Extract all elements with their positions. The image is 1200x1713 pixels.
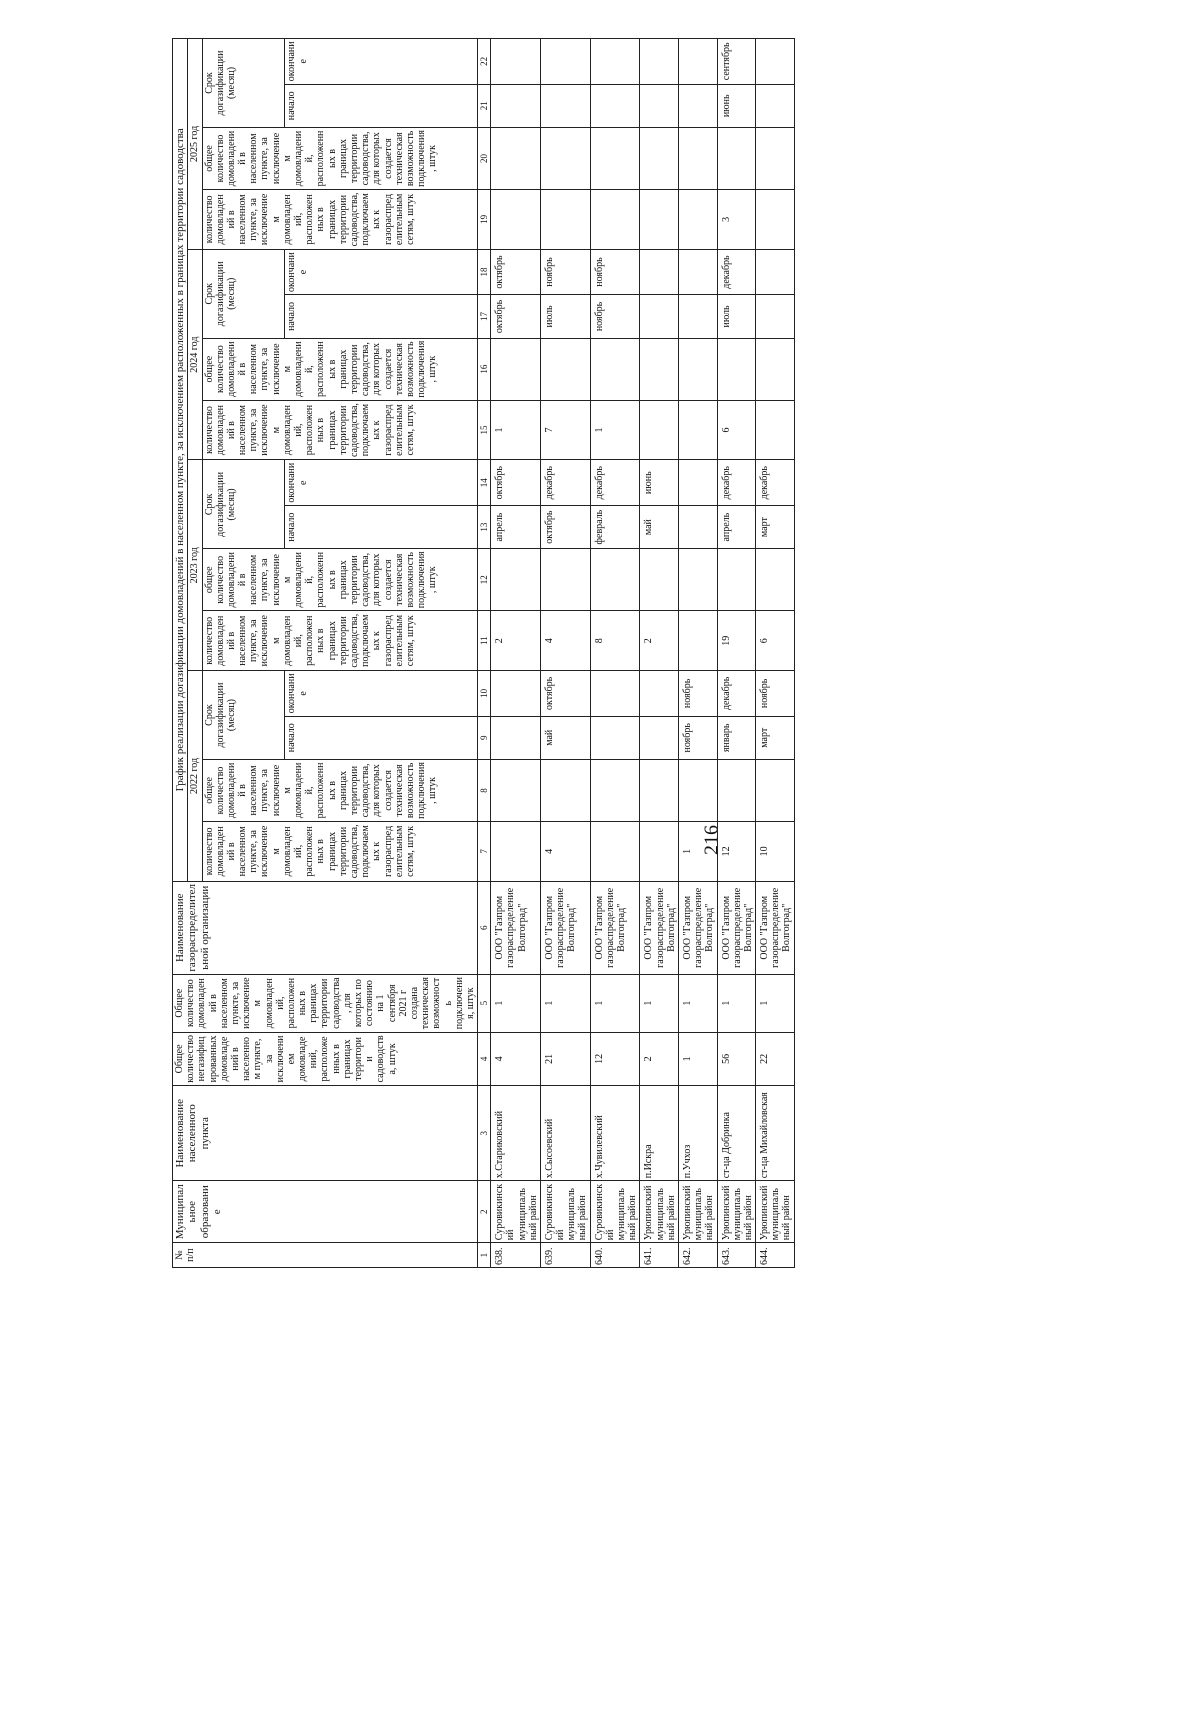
cell-c14: октябрь xyxy=(491,460,541,505)
table-row xyxy=(491,39,541,1268)
cell-c7 xyxy=(640,821,679,881)
cell-c8 xyxy=(717,759,756,821)
cell-c14: декабрь xyxy=(717,460,756,505)
header-term: Срок догазификации (месяц) xyxy=(202,249,285,338)
cell-c19 xyxy=(756,189,795,249)
cell-c22 xyxy=(540,39,590,85)
cell-np: ст-ца Добринка xyxy=(717,1086,756,1181)
cell-c8 xyxy=(590,759,640,821)
table-row xyxy=(590,39,640,1268)
cell-c15 xyxy=(678,400,717,460)
header-connected: количество домовладений в населенном пункте, за исключением домовладений, расположенных в границах территории садоводства, подключаемых к газораспределительным сетям, штук xyxy=(202,821,478,881)
column-index-16: 16 xyxy=(478,338,491,400)
cell-c20 xyxy=(640,127,679,189)
column-index-20: 20 xyxy=(478,127,491,189)
header-created: общее количество домовладений в населенном пункте, за исключением домовладений, расположенных в границах территории садоводства, для которых создается техническая возможность подключения, штук xyxy=(202,127,478,189)
header-total-possible: Общее количество домовладений в населенном пункте, за исключением домовладений, расположенных в границах территории садоводства, для которых по состоянию на 1 сентября 2021 г создана техническая возможность подключения, штук xyxy=(173,974,478,1032)
cell-c13: апрель xyxy=(717,505,756,548)
cell-n: 640. xyxy=(590,1243,640,1268)
cell-c22: сентябрь xyxy=(717,39,756,85)
cell-c7 xyxy=(491,821,541,881)
header-start: начало xyxy=(285,716,478,759)
cell-c18: декабрь xyxy=(717,249,756,294)
header-term: Срок догазификации (месяц) xyxy=(202,671,285,760)
cell-np: п.Искра xyxy=(640,1086,679,1181)
cell-c5: 1 xyxy=(640,974,679,1032)
cell-gdo: ООО "Газпром газораспределение Волгоград" xyxy=(678,881,717,974)
cell-c17 xyxy=(640,295,679,338)
column-index-12: 12 xyxy=(478,549,491,611)
cell-mo: Суровикинский муниципальный район xyxy=(590,1181,640,1243)
header-connected: количество домовладений в населенном пункте, за исключением домовладений, расположенных в границах территории садоводства, подключаемых к газораспределительным сетям, штук xyxy=(202,611,478,671)
cell-c4: 21 xyxy=(540,1032,590,1086)
column-index-4: 4 xyxy=(478,1032,491,1086)
cell-c20 xyxy=(756,127,795,189)
cell-c12 xyxy=(717,549,756,611)
cell-c5: 1 xyxy=(678,974,717,1032)
cell-c18 xyxy=(678,249,717,294)
cell-c22 xyxy=(491,39,541,85)
cell-c15: 6 xyxy=(717,400,756,460)
cell-c7: 4 xyxy=(540,821,590,881)
cell-c9: ноябрь xyxy=(678,716,717,759)
header-created: общее количество домовладений в населенном пункте, за исключением домовладений, расположенных в границах территории садоводства, для которых создается техническая возможность подключения, штук xyxy=(202,549,478,611)
cell-c12 xyxy=(491,549,541,611)
column-index-18: 18 xyxy=(478,249,491,294)
cell-c11: 8 xyxy=(590,611,640,671)
cell-c17: июль xyxy=(717,295,756,338)
header-start: начало xyxy=(285,295,478,338)
cell-c19 xyxy=(540,189,590,249)
cell-c8 xyxy=(640,759,679,821)
cell-c16 xyxy=(678,338,717,400)
header-start: начало xyxy=(285,84,478,127)
cell-c21 xyxy=(640,84,679,127)
cell-c7: 1 xyxy=(678,821,717,881)
table-row xyxy=(678,39,717,1268)
cell-c10: ноябрь xyxy=(756,671,795,716)
cell-c15: 1 xyxy=(590,400,640,460)
cell-c4: 56 xyxy=(717,1032,756,1086)
cell-c15: 1 xyxy=(491,400,541,460)
cell-c13: апрель xyxy=(491,505,541,548)
header-end: окончание xyxy=(285,671,478,716)
cell-c9 xyxy=(640,716,679,759)
cell-c11: 4 xyxy=(540,611,590,671)
cell-c12 xyxy=(590,549,640,611)
cell-c18 xyxy=(756,249,795,294)
cell-c21 xyxy=(678,84,717,127)
cell-gdo: ООО "Газпром газораспределение Волгоград" xyxy=(540,881,590,974)
table-row xyxy=(756,39,795,1268)
cell-c5: 1 xyxy=(756,974,795,1032)
cell-c20 xyxy=(590,127,640,189)
cell-c19: 3 xyxy=(717,189,756,249)
cell-c21 xyxy=(540,84,590,127)
cell-c19 xyxy=(491,189,541,249)
cell-c4: 2 xyxy=(640,1032,679,1086)
table-row xyxy=(640,39,679,1268)
cell-c5: 1 xyxy=(717,974,756,1032)
cell-c4: 1 xyxy=(678,1032,717,1086)
cell-gdo: ООО "Газпром газораспределение Волгоград" xyxy=(717,881,756,974)
header-start: начало xyxy=(285,505,478,548)
cell-c16 xyxy=(540,338,590,400)
cell-mo: Суровикинский муниципальный район xyxy=(491,1181,541,1243)
cell-n: 643. xyxy=(717,1243,756,1268)
cell-c14 xyxy=(678,460,717,505)
cell-c18 xyxy=(640,249,679,294)
cell-c12 xyxy=(678,549,717,611)
header-num: № п/п xyxy=(173,1243,478,1268)
column-index-row xyxy=(478,39,491,1268)
gasification-schedule-table xyxy=(172,38,795,1268)
cell-mo: Суровикинский муниципальный район xyxy=(540,1181,590,1243)
cell-c8 xyxy=(491,759,541,821)
cell-np: ст-ца Михайловская xyxy=(756,1086,795,1181)
table-row xyxy=(540,39,590,1268)
column-index-5: 5 xyxy=(478,974,491,1032)
cell-c16 xyxy=(756,338,795,400)
cell-c11: 6 xyxy=(756,611,795,671)
cell-c19 xyxy=(678,189,717,249)
cell-gdo: ООО "Газпром газораспределение Волгоград" xyxy=(590,881,640,974)
cell-c10 xyxy=(491,671,541,716)
cell-c8 xyxy=(540,759,590,821)
cell-c16 xyxy=(491,338,541,400)
cell-c7: 10 xyxy=(756,821,795,881)
cell-c13: май xyxy=(640,505,679,548)
column-index-6: 6 xyxy=(478,881,491,974)
header-end: окончание xyxy=(285,249,478,294)
cell-c12 xyxy=(756,549,795,611)
cell-c9 xyxy=(491,716,541,759)
cell-c13: октябрь xyxy=(540,505,590,548)
cell-c14: июнь xyxy=(640,460,679,505)
cell-c21 xyxy=(491,84,541,127)
cell-n: 639. xyxy=(540,1243,590,1268)
header-gdo: Наименование газораспределительной организации xyxy=(173,881,478,974)
header-created: общее количество домовладений в населенном пункте, за исключением домовладений, расположенных в границах территории садоводства, для которых создается техническая возможность подключения, штук xyxy=(202,759,478,821)
page-number: 216 xyxy=(700,825,723,855)
header-end: окончание xyxy=(285,39,478,85)
column-index-7: 7 xyxy=(478,821,491,881)
cell-c19 xyxy=(640,189,679,249)
cell-c10 xyxy=(640,671,679,716)
cell-c11: 2 xyxy=(491,611,541,671)
cell-n: 638. xyxy=(491,1243,541,1268)
cell-c16 xyxy=(590,338,640,400)
cell-c20 xyxy=(717,127,756,189)
cell-c20 xyxy=(678,127,717,189)
cell-c17 xyxy=(678,295,717,338)
cell-c22 xyxy=(678,39,717,85)
cell-c15 xyxy=(756,400,795,460)
cell-c11: 19 xyxy=(717,611,756,671)
cell-c13 xyxy=(678,505,717,548)
cell-c11 xyxy=(678,611,717,671)
cell-c22 xyxy=(640,39,679,85)
cell-c17: июль xyxy=(540,295,590,338)
cell-c12 xyxy=(540,549,590,611)
header-total-nongas: Общее количество негазифицированных домовладений в населенном пункте, за исключением домовладений, расположенных в границах территории садоводства, штук xyxy=(173,1032,478,1086)
cell-c13: февраль xyxy=(590,505,640,548)
cell-np: х.Сысоевский xyxy=(540,1086,590,1181)
header-municipality: Муниципальное образование xyxy=(173,1181,478,1243)
header-year-2025: 2025 год xyxy=(188,39,202,250)
column-index-22: 22 xyxy=(478,39,491,85)
header-year-2023: 2023 год xyxy=(188,460,202,671)
cell-c18: ноябрь xyxy=(590,249,640,294)
cell-c18: ноябрь xyxy=(540,249,590,294)
cell-c9: март xyxy=(756,716,795,759)
column-index-10: 10 xyxy=(478,671,491,716)
cell-c10 xyxy=(590,671,640,716)
column-index-9: 9 xyxy=(478,716,491,759)
cell-np: х.Стариковский xyxy=(491,1086,541,1181)
cell-c4: 4 xyxy=(491,1032,541,1086)
cell-mo: Урюпинский муниципальный район xyxy=(640,1181,679,1243)
header-term: Срок догазификации (месяц) xyxy=(202,39,285,128)
column-index-15: 15 xyxy=(478,400,491,460)
cell-c21 xyxy=(756,84,795,127)
cell-n: 641. xyxy=(640,1243,679,1268)
cell-c16 xyxy=(717,338,756,400)
column-index-8: 8 xyxy=(478,759,491,821)
cell-c5: 1 xyxy=(590,974,640,1032)
cell-mo: Урюпинский муниципальный район xyxy=(756,1181,795,1243)
cell-c20 xyxy=(540,127,590,189)
cell-c8 xyxy=(678,759,717,821)
column-index-14: 14 xyxy=(478,460,491,505)
cell-np: х.Чувилевский xyxy=(590,1086,640,1181)
cell-gdo: ООО "Газпром газораспределение Волгоград" xyxy=(491,881,541,974)
cell-c21 xyxy=(590,84,640,127)
cell-mo: Урюпинский муниципальный район xyxy=(678,1181,717,1243)
cell-c11: 2 xyxy=(640,611,679,671)
cell-c15 xyxy=(640,400,679,460)
header-connected: количество домовладений в населенном пункте, за исключением домовладений, расположенных в границах территории садоводства, подключаемых к газораспределительным сетям, штук xyxy=(202,400,478,460)
header-created: общее количество домовладений в населенном пункте, за исключением домовладений, расположенных в границах территории садоводства, для которых создается техническая возможность подключения, штук xyxy=(202,338,478,400)
cell-c13: март xyxy=(756,505,795,548)
table-row xyxy=(717,39,756,1268)
cell-c10: декабрь xyxy=(717,671,756,716)
header-settlement: Наименование населенного пункта xyxy=(173,1086,478,1181)
cell-c19 xyxy=(590,189,640,249)
cell-gdo: ООО "Газпром газораспределение Волгоград" xyxy=(640,881,679,974)
cell-c22 xyxy=(590,39,640,85)
cell-c8 xyxy=(756,759,795,821)
column-index-11: 11 xyxy=(478,611,491,671)
cell-c9: январь xyxy=(717,716,756,759)
cell-gdo: ООО "Газпром газораспределение Волгоград" xyxy=(756,881,795,974)
column-index-3: 3 xyxy=(478,1086,491,1181)
cell-c18: октябрь xyxy=(491,249,541,294)
cell-c4: 12 xyxy=(590,1032,640,1086)
header-year-2024: 2024 год xyxy=(188,249,202,460)
column-index-19: 19 xyxy=(478,189,491,249)
column-index-13: 13 xyxy=(478,505,491,548)
cell-np: п.Учхоз xyxy=(678,1086,717,1181)
header-connected: количество домовладений в населенном пункте, за исключением домовладений, расположенных в границах территории садоводства, подключаемых к газораспределительным сетям, штук xyxy=(202,189,478,249)
cell-c20 xyxy=(491,127,541,189)
cell-c17: октябрь xyxy=(491,295,541,338)
cell-c14: декабрь xyxy=(590,460,640,505)
cell-c17 xyxy=(756,295,795,338)
cell-c14: декабрь xyxy=(756,460,795,505)
column-index-21: 21 xyxy=(478,84,491,127)
column-index-17: 17 xyxy=(478,295,491,338)
cell-c14: декабрь xyxy=(540,460,590,505)
cell-c21: июнь xyxy=(717,84,756,127)
cell-c5: 1 xyxy=(540,974,590,1032)
column-index-1: 1 xyxy=(478,1243,491,1268)
header-term: Срок догазификации (месяц) xyxy=(202,460,285,549)
cell-c10: октябрь xyxy=(540,671,590,716)
cell-c7 xyxy=(590,821,640,881)
cell-c9: май xyxy=(540,716,590,759)
cell-c4: 22 xyxy=(756,1032,795,1086)
cell-c7: 12 xyxy=(717,821,756,881)
column-index-2: 2 xyxy=(478,1181,491,1243)
header-end: окончание xyxy=(285,460,478,505)
cell-c16 xyxy=(640,338,679,400)
header-year-2022: 2022 год xyxy=(188,671,202,882)
cell-n: 644. xyxy=(756,1243,795,1268)
cell-c15: 7 xyxy=(540,400,590,460)
cell-c5: 1 xyxy=(491,974,541,1032)
header-schedule: График реализации догазификации домовладений в населенном пункте, за исключением расположенных в границах территории садоводства xyxy=(173,39,188,882)
cell-n: 642. xyxy=(678,1243,717,1268)
cell-c22 xyxy=(756,39,795,85)
cell-c10: ноябрь xyxy=(678,671,717,716)
cell-c9 xyxy=(590,716,640,759)
cell-c17: ноябрь xyxy=(590,295,640,338)
cell-c12 xyxy=(640,549,679,611)
cell-mo: Урюпинский муниципальный район xyxy=(717,1181,756,1243)
